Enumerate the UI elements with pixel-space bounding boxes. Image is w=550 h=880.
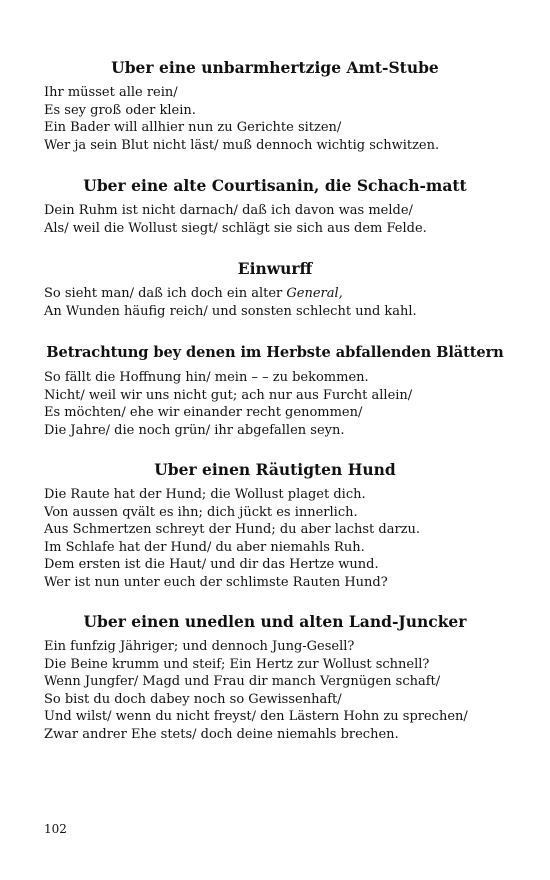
verse-line: Ein funfzig Jähriger; und dennoch Jung-Gesell? — [44, 639, 355, 654]
verse-line: Die Beine krumm und steif; Ein Hertz zur Wollust schnell? — [44, 656, 430, 672]
verse-line: Von aussen qvält es ihn; dich jückt es innerlich. — [44, 504, 358, 520]
verse-line: Zwar andrer Ehe stets/ doch deine niemahls brechen. — [44, 726, 399, 742]
verse-line: Aus Schmertzen schreyt der Hund; du aber lachst darzu. — [44, 522, 421, 538]
verse-line: Wer ist nun unter euch der schlimste Rauten Hund? — [44, 574, 388, 590]
poem-title: Einwurff — [237, 259, 313, 278]
poem-title: Uber einen Räutigten Hund — [154, 460, 396, 479]
verse-line: Dem ersten ist die Haut/ und dir das Hertze wund. — [44, 557, 379, 573]
poem-title: Betrachtung bey denen im Herbste abfallenden Blättern — [46, 344, 504, 361]
poem-land-juncker — [44, 612, 506, 744]
italic-word: General, — [286, 286, 343, 301]
verse-line: Die Jahre/ die noch grün/ ihr abgefallen seyn. — [44, 422, 345, 438]
book-page — [44, 0, 506, 880]
verse-line: Ein Bader will allhier nun zu Gerichte sitzen/ — [44, 120, 342, 136]
verse-line: So bist du doch dabey noch so Gewissenhaft/ — [44, 691, 342, 707]
verse-line: Und wilst/ wenn du nicht freyst/ den Lästern Hohn zu sprechen/ — [44, 709, 468, 725]
verse-text: So sieht man/ daß ich doch ein alter — [44, 286, 287, 301]
verse-line: Dein Ruhm ist nicht darnach/ daß ich davon was melde/ — [44, 203, 413, 218]
verse-line: Im Schlafe hat der Hund/ du aber niemahls Ruh. — [44, 539, 365, 555]
poem-title: Uber einen unedlen und alten Land-Juncker — [83, 612, 467, 631]
verse-line — [44, 285, 506, 303]
poem-herbst-blaetter — [44, 343, 506, 439]
poem-einwurff — [44, 259, 506, 320]
poem-title: Uber eine unbarmhertzige Amt-Stube — [111, 58, 439, 77]
verse-line: Nicht/ weil wir uns nicht gut; ach nur aus Furcht allein/ — [44, 387, 413, 403]
poem-raeutigter-hund — [44, 460, 506, 592]
poem-title: Uber eine alte Courtisanin, die Schach-matt — [83, 176, 467, 195]
verse-line: Wer ja sein Blut nicht läst/ muß dennoch wichtig schwitzen. — [44, 137, 440, 153]
page-number: 102 — [44, 822, 67, 836]
poem-courtisanin — [44, 176, 506, 237]
poem-amt-stube — [44, 58, 506, 154]
verse-line: Ihr müsset alle rein/ — [44, 85, 178, 100]
verse-line: Die Raute hat der Hund; die Wollust plaget dich. — [44, 487, 366, 502]
verse-line: Wenn Jungfer/ Magd und Frau dir manch Vergnügen schaft/ — [44, 674, 441, 690]
verse-line: An Wunden häufig reich/ und sonsten schlecht und kahl. — [44, 303, 417, 319]
verse-line: Als/ weil die Wollust siegt/ schlägt sie sich aus dem Felde. — [44, 220, 427, 236]
verse-line: Es möchten/ ehe wir einander recht genommen/ — [44, 405, 363, 421]
verse-line: Es sey groß oder klein. — [44, 102, 196, 118]
verse-line: So fällt die Hoffnung hin/ mein – – zu bekommen. — [44, 370, 369, 385]
